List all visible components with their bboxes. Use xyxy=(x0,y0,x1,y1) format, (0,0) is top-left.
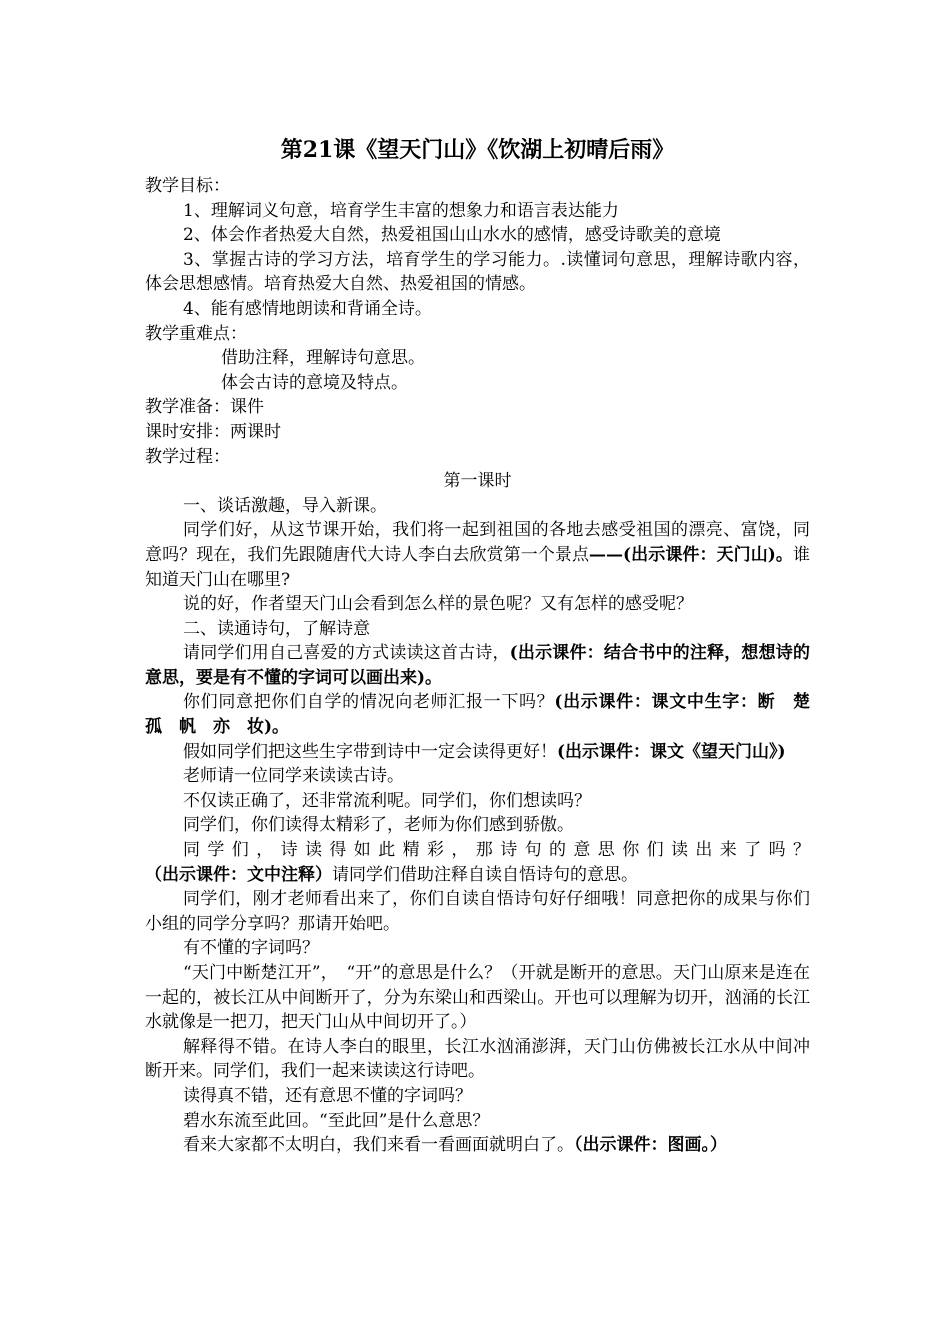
schedule-line: 课时安排：两课时 xyxy=(145,421,281,442)
paragraph xyxy=(145,838,810,887)
key-point-item-1: 借助注释，理解诗句意思。 xyxy=(221,348,425,369)
paragraph: 同学们，刚才老师看出来了，你们自读自悟诗句好仔细哦！同意把你的成果与你们小组的同学分享吗？那请开始吧。 xyxy=(145,889,810,934)
courseware-note: ——(出示课件：天门山)。 xyxy=(589,544,793,565)
preparation-line: 教学准备：课件 xyxy=(145,397,264,418)
paragraph: 读得真不错，还有意思不懂的字词吗？ xyxy=(183,1085,472,1106)
paragraph: 有不懂的字词吗？ xyxy=(183,938,319,959)
courseware-note: （出示课件：图画。） xyxy=(574,1135,727,1156)
paragraph: 老师请一位同学来读读古诗。 xyxy=(183,766,404,787)
courseware-note: (出示课件：结合书中的注释，想想诗的意思，要是有不懂的字词可以画出来)。 xyxy=(145,643,810,688)
paragraph xyxy=(145,690,827,739)
paragraph: 解释得不错。在诗人李白的眼里，长江水汹涌澎湃，天门山仿佛被长江水从中间冲断开来。同学们，我们一起来读读这行诗吧。 xyxy=(145,1036,810,1082)
lesson-heading: 第一课时 xyxy=(443,471,512,492)
courseware-note: (出示课件：课文《望天门山》) xyxy=(557,741,786,762)
paragraph: 同学们，你们读得太精彩了，老师为你们感到骄傲。 xyxy=(183,815,574,836)
key-point-item-2: 体会古诗的意境及特点。 xyxy=(221,372,408,393)
paragraph: 碧水东流至此回。“至此回”是什么意思？ xyxy=(183,1110,490,1131)
paragraph-text: 谁知道天门山在哪里? xyxy=(145,544,810,590)
paragraph-text: 假如同学们把这些生字带到诗中一定会读得更好！ xyxy=(183,741,557,762)
section-heading-1: 一、谈话激趣，导入新课。 xyxy=(183,495,387,516)
paragraph xyxy=(145,1133,810,1158)
process-heading: 教学过程： xyxy=(145,446,230,467)
paragraph-text: 请同学们用自己喜爱的方式读读这首古诗， xyxy=(183,643,510,664)
paragraph: “天门中断楚江开”， “开”的意思是什么？（开就是断开的意思。天门山原来是连在一起的，被长江从中间断开了，分为东梁山和西梁山。开也可以理解为切开，汹涌的长江水就像是一把刀，把天门山从中间切开了。） xyxy=(145,963,810,1033)
paragraph: 说的好，作者望天门山会看到怎么样的景色呢？又有怎样的感受呢？ xyxy=(183,594,693,615)
paragraph-text: 同学们，诗读得如此精彩，那诗句的意思你们读出来了吗？ xyxy=(183,840,810,861)
objective-item-3: 3、掌握古诗的学习方法，培育学生的学习能力。.读懂词句意思，理解诗歌内容，体会思想感情。培育热爱大自然、热爱祖国的情感。 xyxy=(145,249,810,295)
paragraph-text: 请同学们借助注释自读自悟诗句的意思。 xyxy=(332,864,638,885)
courseware-note: （出示课件：文中注释） xyxy=(145,864,332,885)
objectives-heading: 教学目标： xyxy=(145,176,230,196)
section-heading-2: 二、读通诗句，了解诗意 xyxy=(183,618,370,639)
page-title: 第21课《望天门山》《饮湖上初晴后雨》 xyxy=(280,137,675,163)
paragraph-text: 你们同意把你们自学的情况向老师汇报一下吗？ xyxy=(183,692,555,713)
objective-item-2: 2、体会作者热爱大自然，热爱祖国山山水水的感情，感受诗歌美的意境 xyxy=(183,225,721,246)
paragraph xyxy=(145,518,810,592)
paragraph-text: 看来大家都不太明白，我们来看一看画面就明白了。 xyxy=(183,1135,574,1156)
paragraph: 不仅读正确了，还非常流利呢。同学们，你们想读吗？ xyxy=(183,790,591,811)
paragraph xyxy=(145,740,810,765)
paragraph xyxy=(145,641,810,690)
key-points-heading: 教学重难点： xyxy=(145,323,247,344)
courseware-note: (出示课件：课文中生字：断 楚 孤 帆 亦 妆)。 xyxy=(145,692,827,738)
objective-item-4: 4、能有感情地朗读和背诵全诗。 xyxy=(183,298,432,319)
objective-item-1: 1、理解词义句意，培育学生丰富的想象力和语言表达能力 xyxy=(183,200,619,221)
paragraph-text: 同学们好，从这节课开始，我们将一起到祖国的各地去感受祖国的漂亮、富饶，同意吗？现在，我们先跟随唐代大诗人李白去欣赏第一个景点 xyxy=(145,520,810,565)
